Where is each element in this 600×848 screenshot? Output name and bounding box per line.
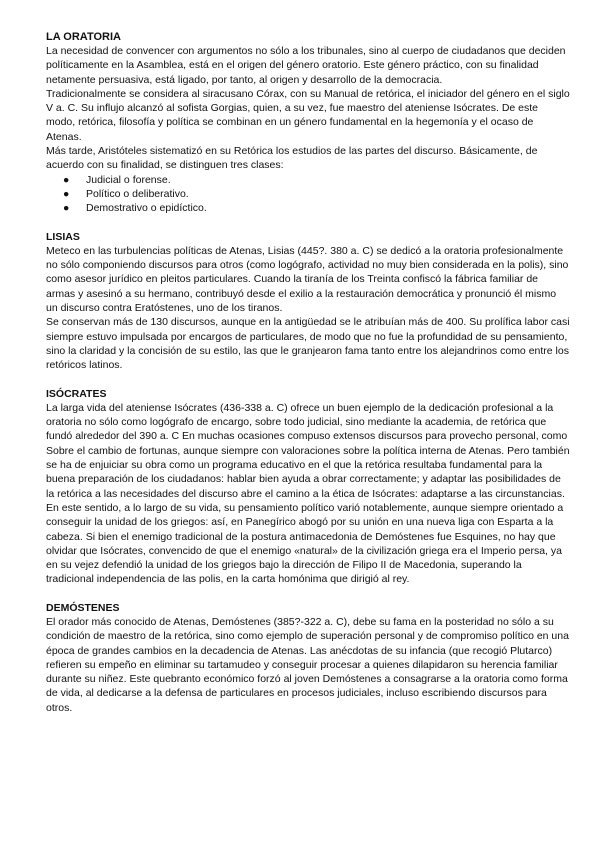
paragraph: Meteco en las turbulencias políticas de Atenas, Lisias (445?. 380 a. C) se dedicó a la oratoria profesionalmente no sólo componiendo discursos para otros (como logógrafo, actividad no muy bien considerada en la polis), sino como asesor jurídico en pleitos particulares. Cuando la tiranía de los Treinta confiscó la fábrica familiar de armas y asesinó a su hermano, contribuyó desde el exilio a la restauración democrática y pronunció él mismo un discurso contra Eratóstenes, uno de los tiranos.	[46, 244, 569, 315]
section-lisias	[46, 230, 570, 373]
spacer	[46, 587, 570, 601]
section-isocrates	[46, 387, 570, 587]
section-title-demostenes: DEMÓSTENES	[46, 601, 120, 614]
section-title-lisias: LISIAS	[46, 230, 80, 243]
list-item	[46, 201, 570, 215]
classes-list	[46, 173, 570, 216]
paragraph: La larga vida del ateniense Isócrates (436-338 a. C) ofrece un buen ejemplo de la dedicación profesional a la oratoria no sólo como logógrafo de encargo, sobre todo judicial, sino mediante la academia, de retórica que fundó alrededor del 390 a. C En muchas ocasiones compuso extensos discursos para provecho personal, como Sobre el cambio de fortunas, aunque siempre con valoraciones sobre la política interna de Atenas. Pero también se ha de enjuiciar su obra como un programa educativo en el que la retórica resultaba fundamental para la buena preparación de los ciudadanos: hablar bien ayuda a obrar correctamente; y adaptar las posibilidades de la retórica a las necesidades del discurso abre el camino a la ética de Isócrates: adaptarse a las circunstancias.	[46, 401, 570, 500]
paragraph: En este sentido, a lo largo de su vida, su pensamiento político varió notablemente, aunque siempre orientado a conseguir la unidad de los griegos: así, en Panegírico abogó por su unión en una nueva liga con Esparta a la cabeza. Si bien el enemigo tradicional de la postura antimacedonia de Demóstenes fue Esquines, no hay que olvidar que Isócrates, convencido de que el enemigo «natural» de la civilización griega era el Imperio persa, ya en su vejez defendió la unidad de los griegos bajo la dirección de Filipo II de Macedonia, superando la tradicional independencia de las polis, en la carta homónima que dirigió al rey.	[46, 501, 564, 586]
list-item	[46, 187, 570, 201]
section-oratoria	[46, 30, 570, 216]
bullet-icon: ●	[63, 202, 70, 215]
bullet-icon: ●	[63, 173, 70, 186]
list-item	[46, 173, 570, 187]
paragraph: El orador más conocido de Atenas, Demóstenes (385?-322 a. C), debe su fama en la posteridad no sólo a su condición de maestro de la retórica, sino como ejemplo de superación personal y de compromiso político en una época de grandes cambios en la decadencia de Atenas. Las anécdotas de su infancia (que recogió Plutarco) refieren su empeño en eliminar su tartamudeo y conseguir procesar a quienes dilapidaron su herencia familiar durante su niñez. Este quebranto económico forzó al joven Demóstenes a consagrarse a la oratoria como forma de vida, al dedicarse a la defensa de particulares en procesos judiciales, incluso escribiendo discursos para otros.	[46, 615, 569, 714]
bullet-icon: ●	[63, 187, 70, 200]
section-title-isocrates: ISÓCRATES	[46, 387, 107, 400]
paragraph: Se conservan más de 130 discursos, aunque en la antigüedad se le atribuían más de 400. Su prolífica labor casi siempre estuvo impulsada por encargos de particulares, de modo que no fue la profundidad de su pensamiento, sino la claridad y la concisión de su estilo, las que le granjearon fama tanto entre los alejandrinos como entre los retóricos latinos.	[46, 316, 570, 372]
list-item-text: Demostrativo o epidíctico.	[86, 202, 207, 215]
paragraph: La necesidad de convencer con argumentos no sólo a los tribunales, sino al cuerpo de ciudadanos que deciden políticamente en la Asamblea, está en el origen del género oratorio. Este género práctico, con su finalidad netamente persuasiva, está ligado, por tanto, al origen y desarrollo de la democracia.	[46, 45, 566, 86]
list-item-text: Político o deliberativo.	[86, 187, 189, 200]
spacer	[46, 373, 570, 387]
paragraph: Tradicionalmente se considera al siracusano Córax, con su Manual de retórica, el iniciador del género en el siglo V a. C. Su influjo alcanzó al sofista Gorgias, quien, a su vez, fue maestro del ateniense Isócrates. De este modo, retórica, filosofía y política se combinan en un género fundamental en la hegemonía y el ocaso de Atenas.	[46, 87, 570, 143]
section-title-oratoria: LA ORATORIA	[46, 31, 121, 43]
list-item-text: Judicial o forense.	[86, 173, 171, 186]
paragraph: Más tarde, Aristóteles sistematizó en su Retórica los estudios de las partes del discurso. Básicamente, de acuerdo con su finalidad, se distinguen tres clases:	[46, 145, 538, 172]
spacer	[46, 216, 570, 230]
section-demostenes	[46, 601, 570, 715]
